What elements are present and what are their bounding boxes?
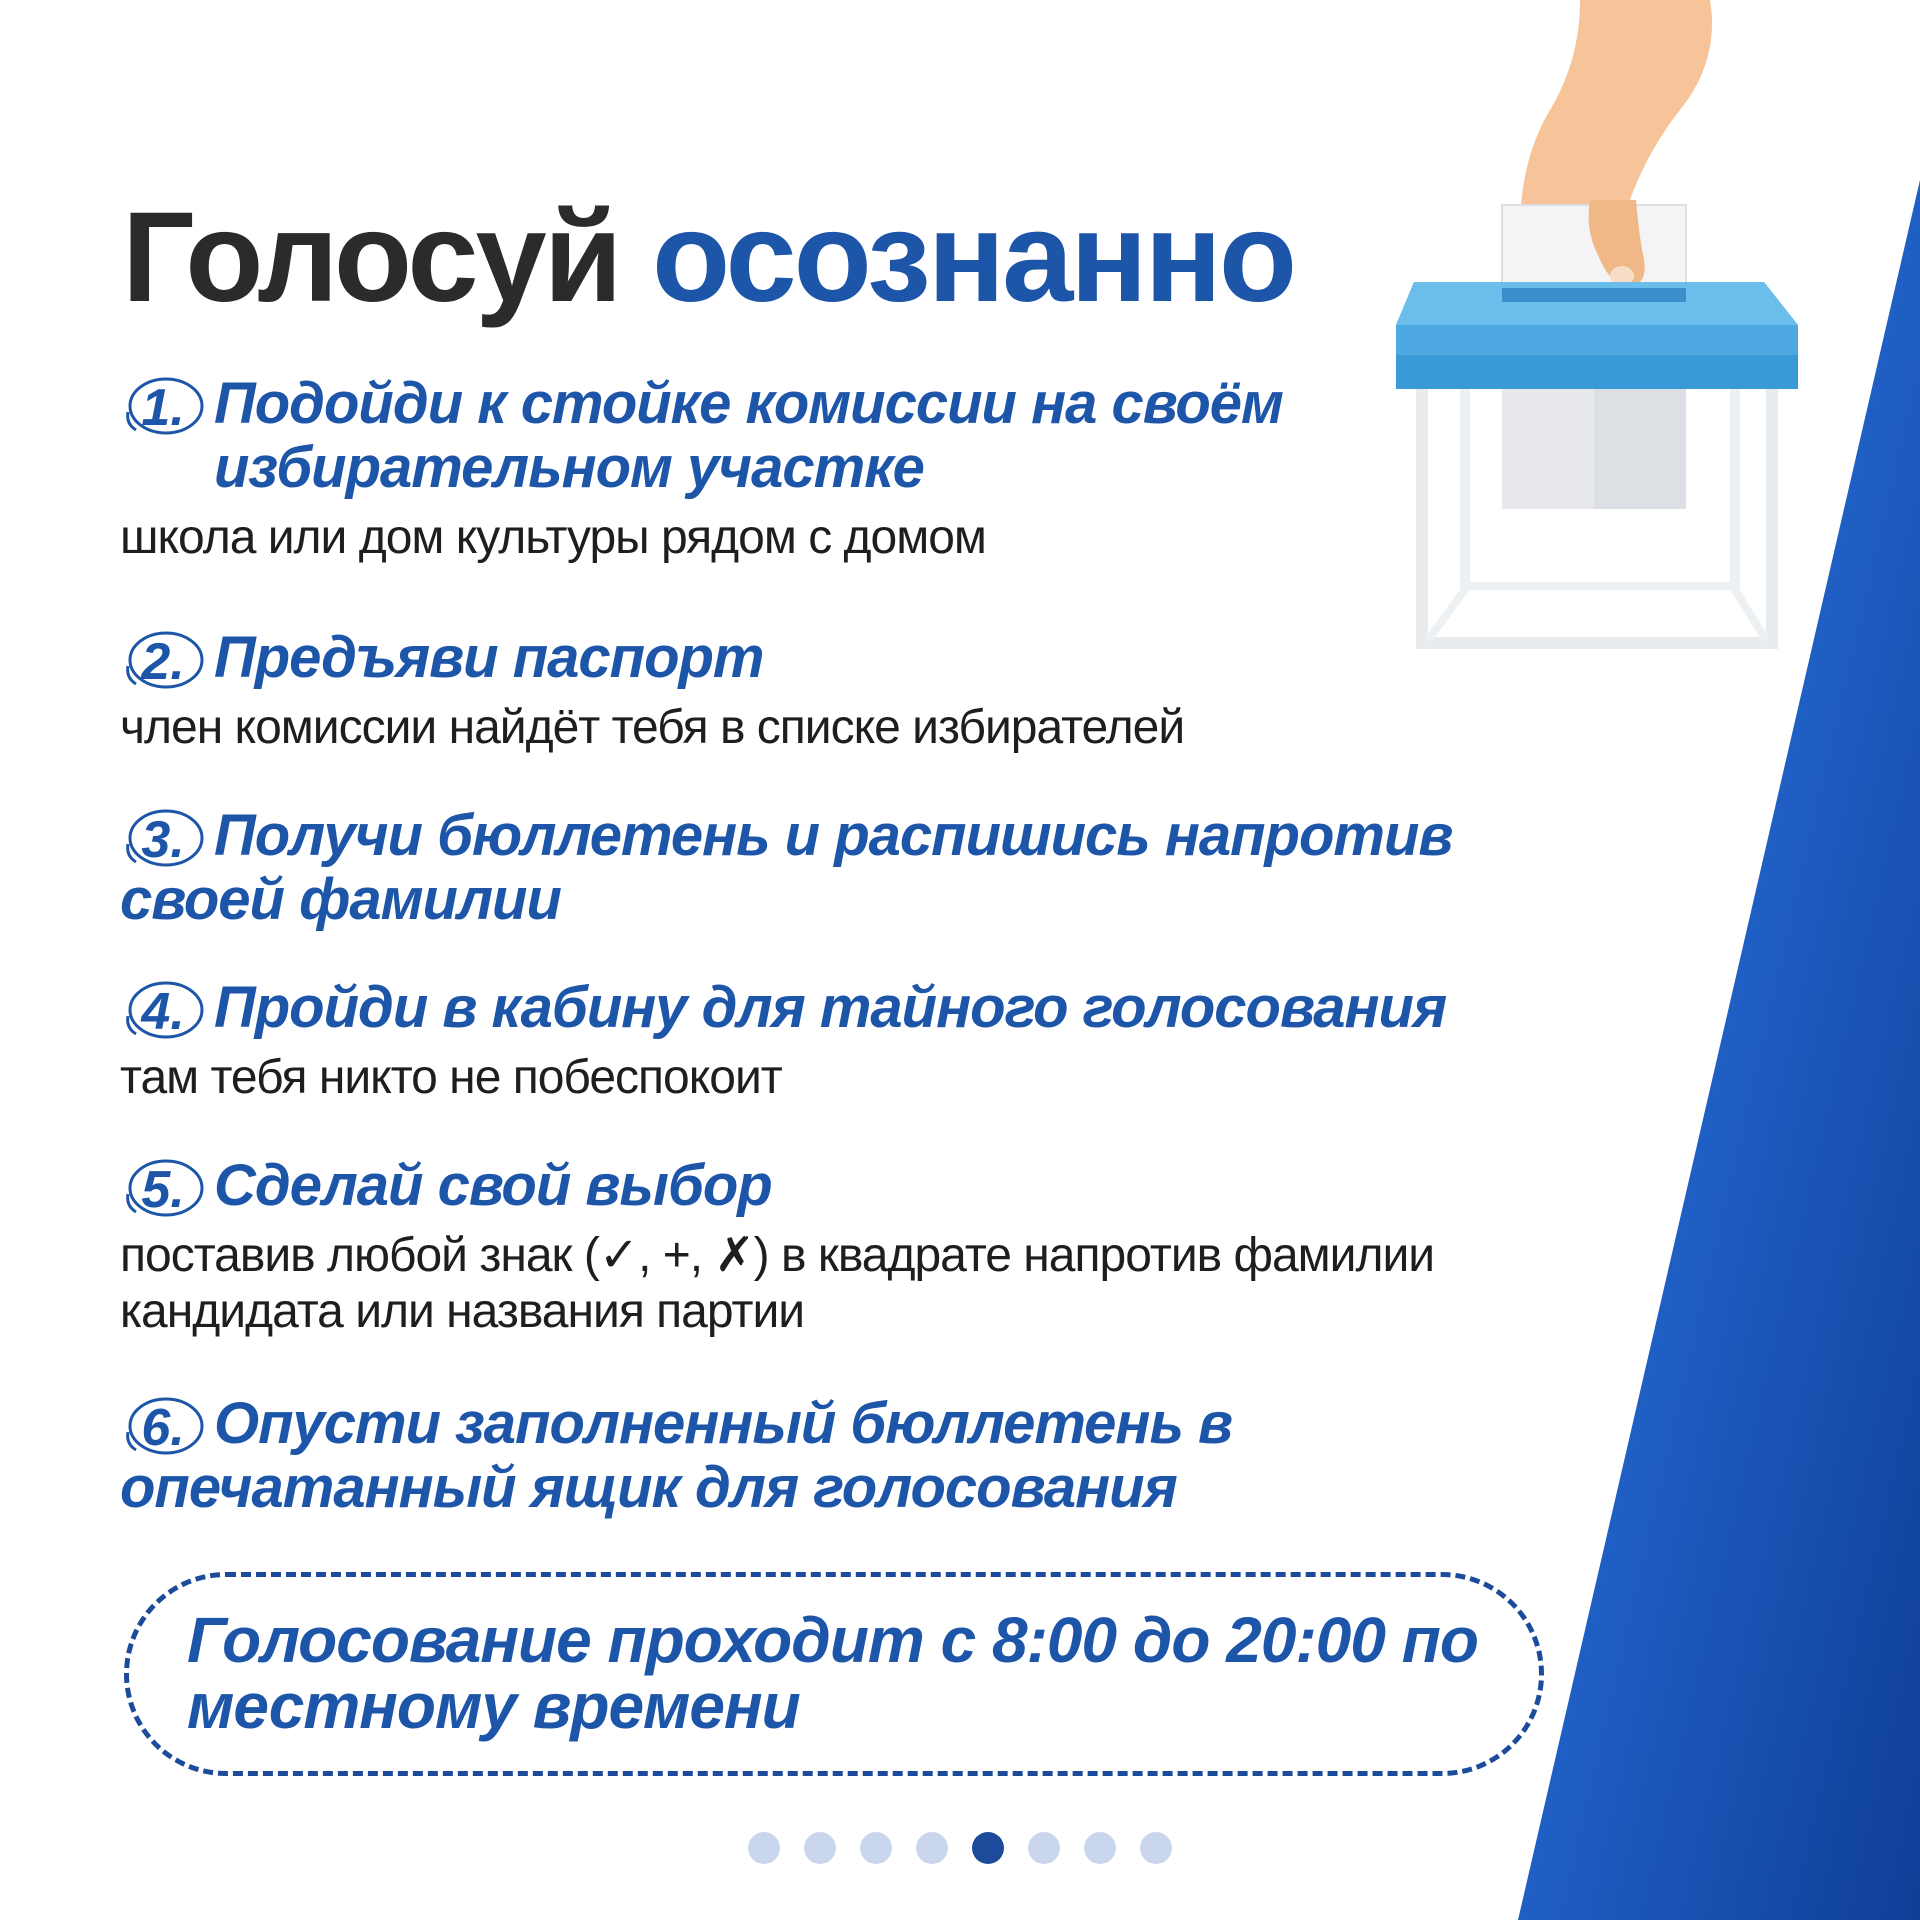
step-5 (120, 1154, 1550, 1340)
step-number: 3. (141, 811, 185, 869)
step-title: Подойди к стойке комиссии на своём избирательном участке (214, 371, 1283, 500)
pagination-dots (748, 1832, 1172, 1864)
step-number: 6. (141, 1399, 185, 1457)
step-header (120, 1392, 1550, 1520)
step-title: Предъяви паспорт (214, 625, 764, 690)
pagination-dot-1[interactable] (748, 1832, 780, 1864)
step-title: Пройди в кабину для тайного голосования (214, 975, 1447, 1040)
voting-hours-text: Голосование проходит с 8:00 до 20:00 по местному времени (187, 1604, 1478, 1742)
step-header (120, 372, 1420, 500)
step-header (120, 1154, 1550, 1218)
step-description: поставив любой знак (✓, +, ✗) в квадрате напротив фамилии кандидата или названия партии (120, 1229, 1435, 1338)
pagination-dot-8[interactable] (1140, 1832, 1172, 1864)
step-number-badge (122, 376, 204, 440)
step-2 (120, 626, 1550, 756)
step-number-badge (122, 980, 204, 1044)
step-1 (120, 372, 1420, 566)
step-number: 1. (141, 379, 185, 437)
step-number-badge (122, 1158, 204, 1222)
step-description: член комиссии найдёт тебя в списке избирателей (120, 701, 1185, 754)
step-title: Опусти заполненный бюллетень в опечатанный ящик для голосования (120, 1391, 1233, 1520)
pagination-dot-5[interactable] (972, 1832, 1004, 1864)
step-title: Получи бюллетень и распишись напротив своей фамилии (120, 803, 1453, 932)
page-title (122, 188, 1294, 328)
step-number-badge (122, 630, 204, 694)
voting-hours-box (124, 1572, 1544, 1776)
step-4 (120, 976, 1550, 1106)
pagination-dot-3[interactable] (860, 1832, 892, 1864)
step-number: 4. (141, 983, 185, 1041)
title-part-1: Голосуй (122, 186, 620, 329)
step-header (120, 626, 1550, 690)
step-number: 5. (141, 1161, 185, 1219)
step-3 (120, 804, 1550, 932)
pagination-dot-4[interactable] (916, 1832, 948, 1864)
ballot-box-hand-icon (1380, 0, 1800, 670)
pagination-dot-2[interactable] (804, 1832, 836, 1864)
step-description: там тебя никто не побеспокоит (120, 1051, 782, 1104)
pagination-dot-7[interactable] (1084, 1832, 1116, 1864)
step-header (120, 804, 1550, 932)
pagination-dot-6[interactable] (1028, 1832, 1060, 1864)
step-header (120, 976, 1550, 1040)
step-number-badge (122, 808, 204, 872)
step-number-badge (122, 1396, 204, 1460)
step-title: Сделай свой выбор (214, 1153, 772, 1218)
step-6 (120, 1392, 1550, 1520)
title-part-2: осознанно (651, 186, 1295, 329)
step-description: школа или дом культуры рядом с домом (120, 511, 986, 564)
step-number: 2. (141, 633, 185, 691)
